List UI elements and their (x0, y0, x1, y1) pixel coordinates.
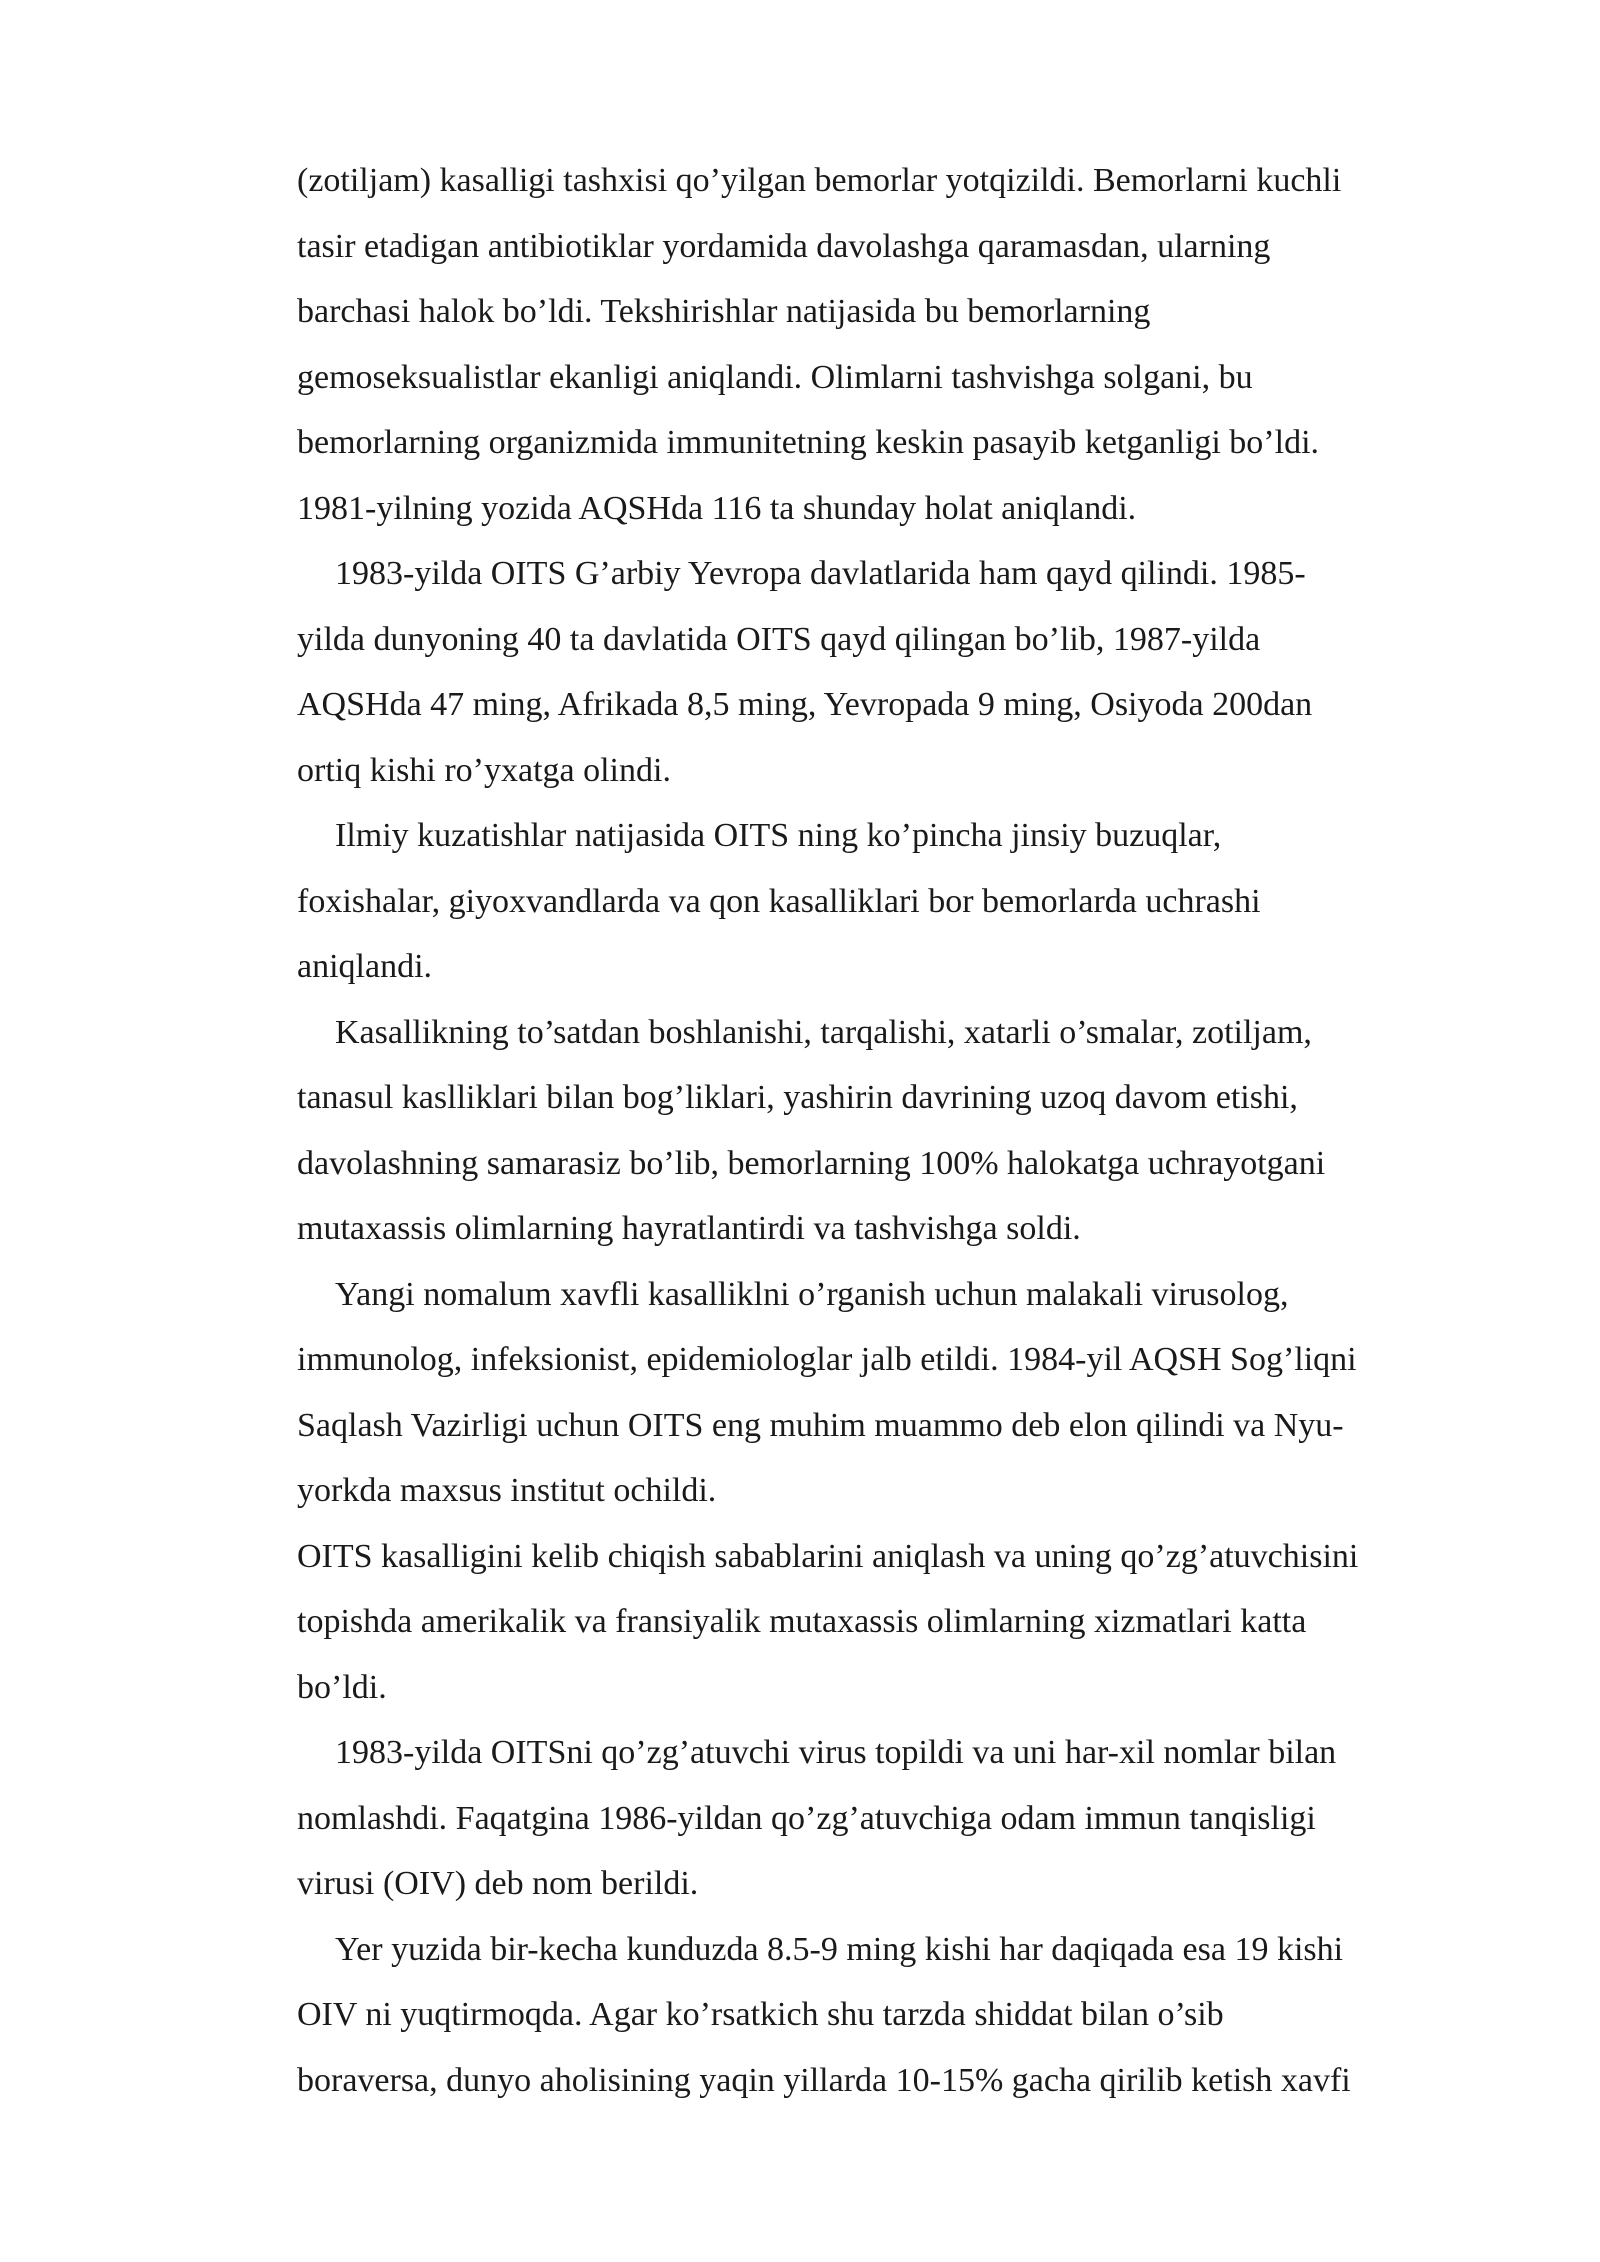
text-line: 1983-yilda OITS G’arbiy Yevropa davlatlarida ham qayd qilindi. 1985- (335, 555, 1306, 592)
text-line: Yangi nomalum xavfli kasalliklni o’rganish uchun malakali virusolog, (335, 1275, 1289, 1313)
text-line: Saqlash Vazirligi uchun OITS eng muhim muammo deb elon qilindi va Nyu- (297, 1406, 1344, 1444)
text-line: mutaxassis olimlarning hayratlantirdi va tashvishga soldi. (297, 1210, 1081, 1247)
text-line: 1981-yilning yozida AQSHda 116 ta shunday holat aniqlandi. (297, 489, 1137, 527)
text-line: bo’ldi. (297, 1668, 387, 1706)
text-line: yorkda maxsus institut ochildi. (297, 1472, 717, 1509)
text-line: OITS kasalligini kelib chiqish sabablarini aniqlash va uning qo’zg’atuvchisini (297, 1537, 1359, 1575)
text-line: immunolog, infeksionist, epidemiologlar jalb etildi. 1984-yil AQSH Sog’liqni (297, 1341, 1357, 1378)
text-line: tasir etadigan antibiotiklar yordamida davolashga qaramasdan, ularning (297, 227, 1271, 265)
text-line: gemoseksualistlar ekanligi aniqlandi. Olimlarni tashvishga solgani, bu (297, 358, 1253, 396)
text-line: barchasi halok bo’ldi. Tekshirishlar natijasida bu bemorlarning (297, 293, 1151, 330)
text-line: davolashning samarasiz bo’lib, bemorlarning 100% halokatga uchrayotgani (297, 1144, 1326, 1182)
text-line: yilda dunyoning 40 ta davlatida OITS qayd qilingan bo’lib, 1987-yilda (297, 620, 1261, 658)
text-line: Ilmiy kuzatishlar natijasida OITS ning ko’pincha jinsiy buzuqlar, (335, 817, 1222, 854)
text-line: topishda amerikalik va fransiyalik mutaxassis olimlarning xizmatlari katta (297, 1603, 1307, 1640)
text-line: AQSHda 47 ming, Afrikada 8,5 ming, Yevropada 9 ming, Osiyoda 200dan (297, 686, 1313, 723)
text-line: boraversa, dunyo aholisining yaqin yillarda 10-15% gacha qirilib ketish xavfi (297, 2061, 1351, 2099)
text-line: virusi (OIV) deb nom berildi. (297, 1865, 699, 1902)
text-line: OIV ni yuqtirmoqda. Agar ko’rsatkich shu tarzda shiddat bilan o’sib (297, 1996, 1224, 2033)
document-body (297, 148, 1497, 2113)
text-line: Yer yuzida bir-kecha kunduzda 8.5-9 ming kishi har daqiqada esa 19 kishi (335, 1930, 1344, 1968)
text-line: 1983-yilda OITSni qo’zg’atuvchi virus topildi va uni har-xil nomlar bilan (335, 1734, 1337, 1771)
text-line: bemorlarning organizmida immunitetning keskin pasayib ketganligi bo’ldi. (297, 424, 1320, 461)
text-line: tanasul kaslliklari bilan bog’liklari, yashirin davrining uzoq davom etishi, (297, 1079, 1298, 1116)
text-line: Kasallikning to’satdan boshlanishi, tarqalishi, xatarli o’smalar, zotiljam, (335, 1013, 1312, 1051)
text-line: foxishalar, giyoxvandlarda va qon kasalliklari bor bemorlarda uchrashi (297, 882, 1261, 920)
text-line: ortiq kishi ro’yxatga olindi. (297, 751, 671, 789)
text-line: nomlashdi. Faqatgina 1986-yildan qo’zg’atuvchiga odam immun tanqisligi (297, 1799, 1316, 1837)
text-line: (zotiljam) kasalligi tashxisi qo’yilgan bemorlar yotqizildi. Bemorlarni kuchli (297, 162, 1342, 199)
text-line: aniqlandi. (297, 948, 433, 985)
